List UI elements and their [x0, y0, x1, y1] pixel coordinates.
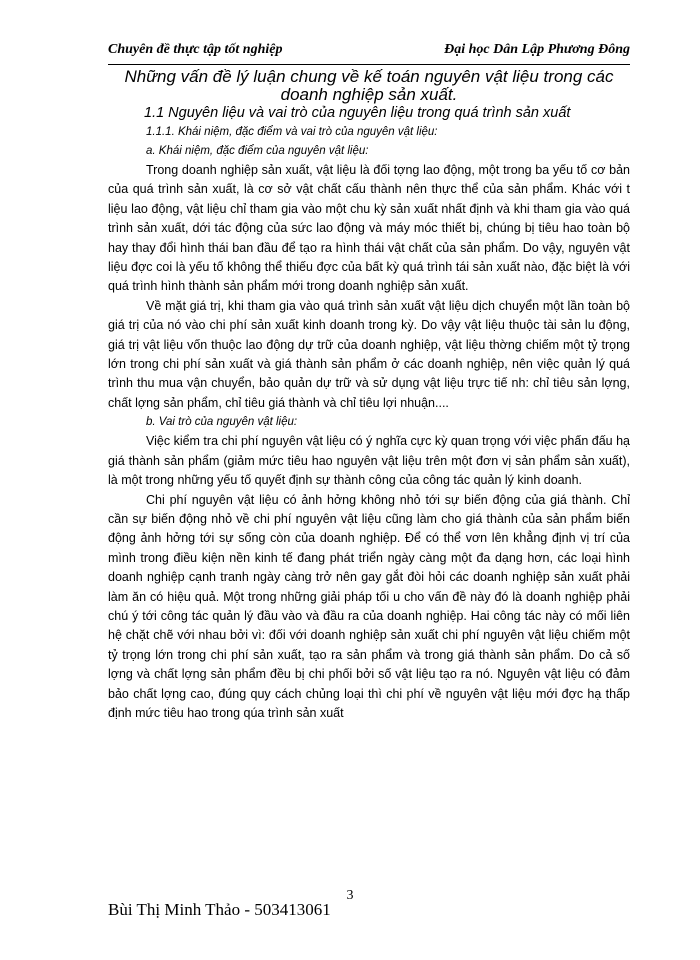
paragraph-3: Việc kiểm tra chi phí nguyên vật liệu có ý nghĩa cực kỳ quan trọng với việc phấn đấu hạ giá thành sản phẩm (giảm mức tiêu hao nguyên vật liệu trên một đơn vị sản phẩm sản xuất), là một trong những yếu tố quyết định sự thành công của công tác quản lý kinh doanh.	[108, 434, 630, 488]
header-right: Đại học Dân Lập Phương Đông	[444, 42, 630, 57]
paragraph-1: Trong doanh nghiệp sản xuất, vật liệu là đối tợng lao động, một trong ba yếu tố cơ bản của quá trình sản xuất, là cơ sở vật chất cấu thành nên thực thể của sản phẩm. Khác với t liệu lao động, vật liệu chỉ tham gia vào một chu kỳ sản xuất nhất định và khi tham gia vào quá trình sản xuất, dới tác động của sức lao động và máy móc thiết bị, chúng bị tiêu hao toàn bộ hay thay đổi hình thái ban đầu để tạo ra hình thái vật chất của sản phẩm. Do vậy, nguyên vật liệu đợc coi là yếu tố không thể thiếu đợc của bất kỳ quá trình tái sản xuất nào, đặc biệt là với quá trình hình thành sản phẩm mới trong doanh nghiệp sản xuất.	[108, 163, 630, 294]
page-number: 3	[346, 888, 354, 903]
item-b-heading: b. Vai trò của nguyên vật liệu:	[146, 416, 298, 429]
chapter-title: Những vấn đề lý luận chung về kế toán nguyên vật liệu trong các doanh nghiệp sản xuất.	[124, 67, 614, 104]
header-left: Chuyên đề thực tập tốt nghiệp	[108, 42, 283, 57]
page-footer: Bùi Thị Minh Thảo - 503413061	[108, 900, 331, 919]
subsection-heading: 1.1.1. Khái niệm, đặc điểm và vai trò của nguyên vật liệu:	[146, 126, 438, 138]
section-heading: 1.1 Nguyên liệu và vai trò của nguyên liệu trong quá trình sản xuất	[144, 105, 571, 121]
page-header	[108, 42, 630, 64]
item-a-heading: a. Khái niệm, đặc điểm của nguyên vật liệu:	[146, 145, 369, 157]
page-body	[108, 68, 630, 723]
paragraph-2: Về mặt giá trị, khi tham gia vào quá trình sản xuất vật liệu dịch chuyển một lần toàn bộ giá trị của nó vào chi phí sản xuất kinh doanh trong kỳ. Do vậy vật liệu thuộc tài sản lu động, giá trị vật liệu vốn thuộc lao động dự trữ của doanh nghiệp, vật liệu thờng chiếm một tỷ trọng lớn trong chi phí sản xuất và giá thành sản phẩm ở các doanh nghiệp, nên việc quản lý quá trình thu mua vận chuyển, bảo quản dự trữ và sử dụng vật liệu trực tiế nh: chỉ tiêu sản lợng, chất lợng sản phẩm, chỉ tiêu giá thành và chỉ tiêu lợi nhuận....	[108, 298, 630, 410]
paragraph-4: Chi phí nguyên vật liệu có ảnh hởng không nhỏ tới sự biến động của giá thành. Chỉ cần sự biến động nhỏ về chi phí nguyên vật liệu cũng làm cho giá thành của sản phẩm biến động ảnh hởng tới sự sống còn của doanh nghiệp. Để có thể vơn lên khẳng định vị trí của mình trong điều kiện nền kinh tế đang phát triển ngày càng một đa dạng hơn, các loại hình doanh nghiệp cạnh tranh ngày càng trở nên gay gắt đòi hỏi các doanh nghiệp sản xuất phải làm ăn có hiệu quả. Một trong những giải pháp tối u cho vấn đề này đó là doanh nghiệp phải chú ý tới công tác quản lý đầu vào và đầu ra của doanh nghiệp. Hai công tác này có mối liên hệ chặt chẽ với nhau bởi vì: đối với doanh nghiệp sản xuất chi phí nguyên vật liệu chiếm một tỷ trọng lớn trong chi phí sản xuất, tạo ra sản phẩm và trong giá thành sản phẩm. Do cả số lợng và chất lợng sản phẩm đều bị chi phối bởi số vật liệu tạo ra nó. Nguyên vật liệu có đảm bảo chất lợng cao, đúng quy cách chủng loại thì chi phí về nguyên vật liệu mới đợc hạ thấp định mức tiêu hao trong qúa trình sản xuất	[108, 492, 630, 720]
header-rule	[108, 64, 630, 65]
